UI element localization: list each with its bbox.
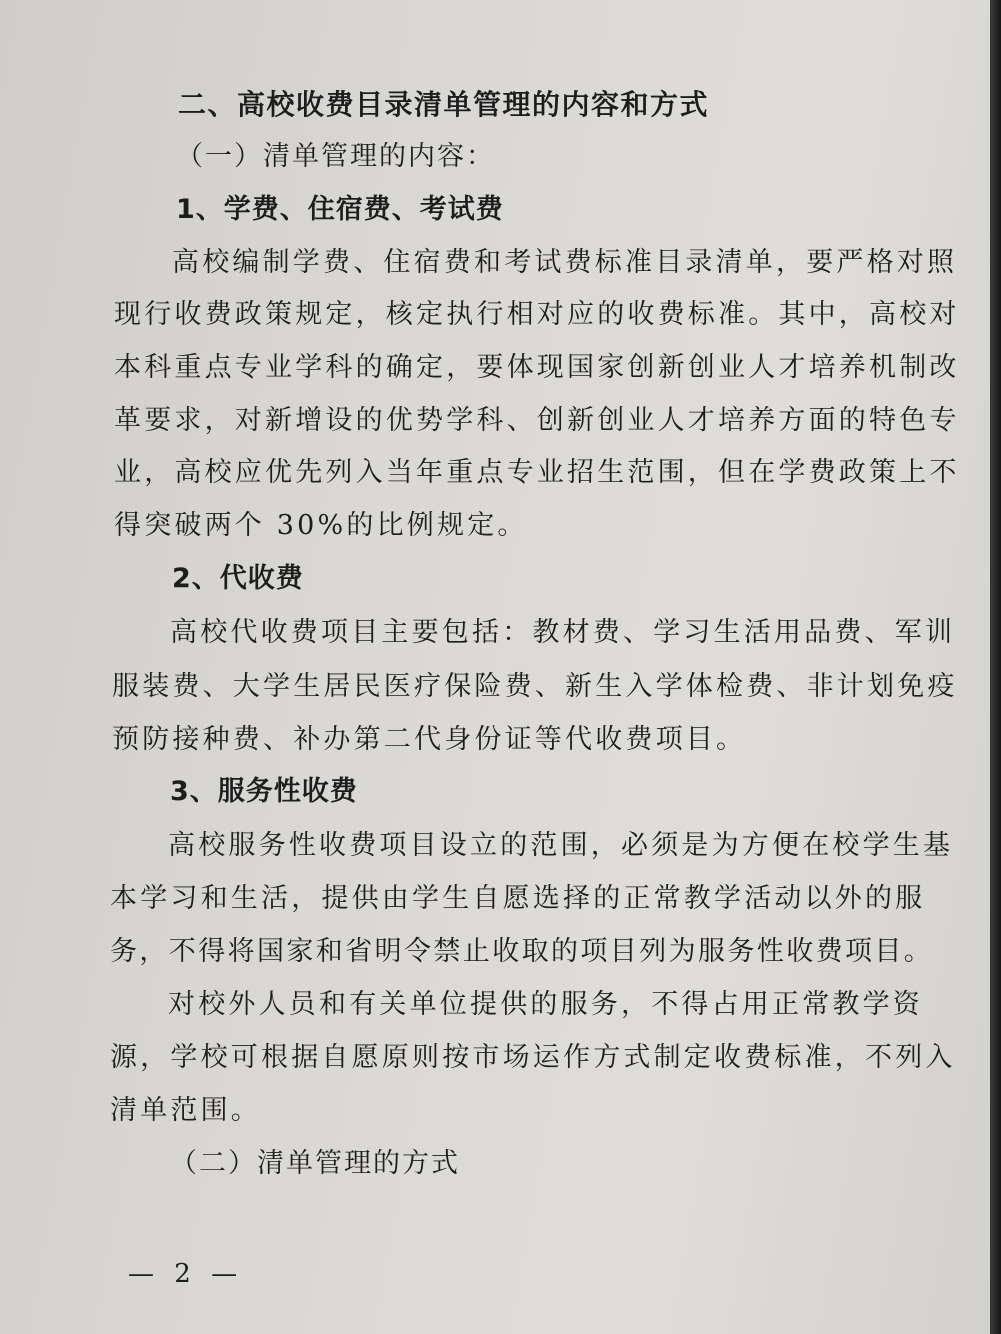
item-3-line-5: 源，学校可根据自愿原则按市场运作方式制定收费标准，不列入: [110, 1042, 956, 1073]
item-1-line-4: 革要求，对新增设的优势学科、创新创业人才培养方面的特色专: [114, 405, 960, 436]
item-1-heading: 1、学费、住宿费、考试费: [176, 194, 504, 225]
page-edge-shadow: [990, 0, 1001, 1334]
item-3-line-3: 务，不得将国家和省明令禁止收取的项目列为服务性收费项目。: [110, 936, 934, 967]
subsection-method-heading: （二）清单管理的方式: [170, 1148, 460, 1179]
item-3-heading: 3、服务性收费: [170, 776, 358, 807]
item-2-heading: 2、代收费: [172, 563, 304, 594]
page-number: — 2 —: [128, 1259, 244, 1289]
item-2-line-3: 预防接种费、补办第二代身份证等代收费项目。: [112, 724, 747, 755]
item-1-line-5: 业，高校应优先列入当年重点专业招生范围，但在学费政策上不: [114, 457, 960, 488]
item-2-line-2: 服装费、大学生居民医疗保险费、新生入学体检费、非计划免疫: [112, 671, 958, 702]
item-3-line-2: 本学习和生活，提供由学生自愿选择的正常教学活动以外的服: [110, 883, 926, 914]
subsection-content-heading: （一）清单管理的内容：: [176, 141, 495, 172]
item-3-line-4: 对校外人员和有关单位提供的服务，不得占用正常教学资: [168, 989, 923, 1020]
item-2-line-1: 高校代收费项目主要包括：教材费、学习生活用品费、军训: [170, 617, 956, 648]
item-1-line-6: 得突破两个 30%的比例规定。: [114, 510, 528, 541]
item-1-line-1: 高校编制学费、住宿费和考试费标准目录清单，要严格对照: [172, 247, 958, 278]
item-1-line-3: 本科重点专业学科的确定，要体现国家创新创业人才培养机制改: [114, 352, 960, 383]
item-1-line-2: 现行收费政策规定，核定执行相对应的收费标准。其中，高校对: [114, 299, 960, 330]
item-3-line-1: 高校服务性收费项目设立的范围，必须是为方便在校学生基: [168, 830, 954, 861]
item-3-line-6: 清单范围。: [110, 1095, 261, 1126]
section-title: 二、高校收费目录清单管理的内容和方式: [178, 88, 710, 121]
